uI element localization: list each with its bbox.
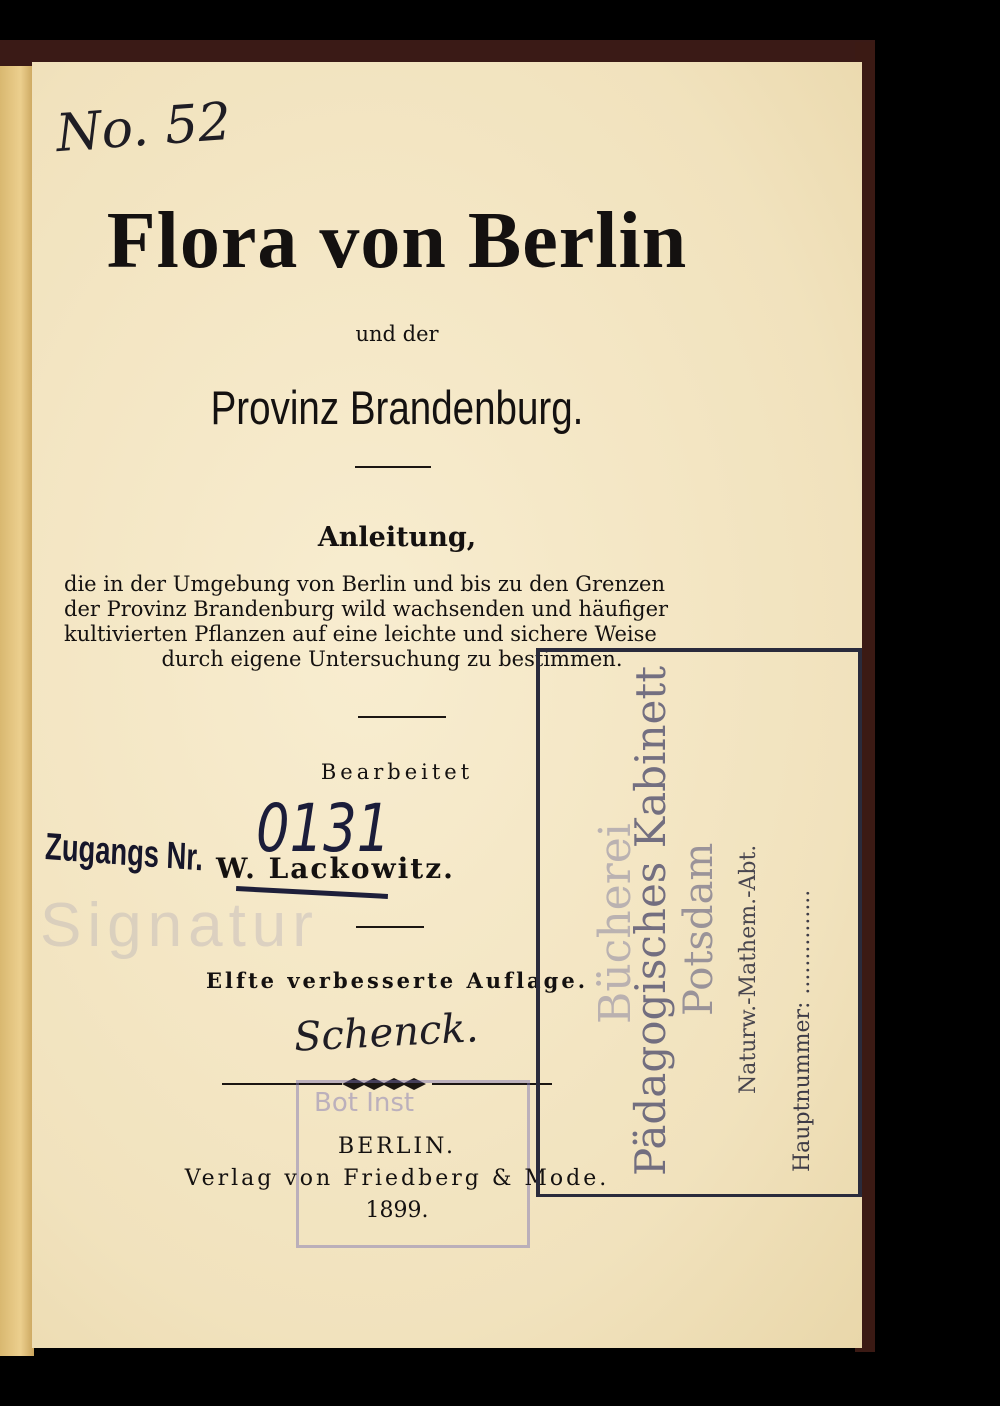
accession-number: 0131 xyxy=(256,790,391,867)
library-stamp-line: Bücherei xyxy=(590,823,641,1024)
handwritten-number: No. 52 xyxy=(54,91,234,165)
library-stamp-line: Potsdam xyxy=(676,842,722,1016)
book-title: Flora von Berlin xyxy=(106,197,688,285)
description-line: der Provinz Brandenburg wild wachsenden und häufiger xyxy=(64,597,669,621)
editor-label: Bearbeitet xyxy=(320,760,474,784)
publication-year: 1899. xyxy=(365,1198,429,1223)
edition-note: Elfte verbesserte Auflage. xyxy=(205,968,589,993)
description-line: kultivierten Pflanzen auf eine leichte und sichere Weise xyxy=(64,622,657,646)
divider-rule xyxy=(356,926,424,928)
description-line: die in der Umgebung von Berlin und bis zu den Grenzen xyxy=(64,572,665,596)
description-line: durch eigene Untersuchung zu bestimmen. xyxy=(161,647,623,671)
divider-rule xyxy=(358,716,446,718)
section-heading: Anleitung, xyxy=(317,522,477,553)
handwritten-signature: Schenck. xyxy=(292,1005,480,1061)
library-stamp-line: Pädagogisches Kabinett xyxy=(626,665,675,1176)
author-name: W. Lackowitz. xyxy=(216,852,455,885)
faint-stamp-text: Signatur xyxy=(40,891,319,960)
accession-label: Zugangs Nr. xyxy=(44,826,204,880)
publisher: Verlag von Friedberg & Mode. xyxy=(184,1166,610,1191)
publication-city: BERLIN. xyxy=(338,1134,456,1159)
library-stamp-line: Hauptnummer: ............... xyxy=(790,889,815,1172)
page-edge-left xyxy=(0,66,34,1356)
book-subtitle: Provinz Brandenburg. xyxy=(210,381,584,434)
subtitle-connector: und der xyxy=(355,322,439,346)
library-stamp-line: Naturw.-Mathem.-Abt. xyxy=(736,844,761,1094)
divider-rule xyxy=(355,466,431,468)
institute-stamp-text: Bot Inst xyxy=(314,1088,415,1118)
